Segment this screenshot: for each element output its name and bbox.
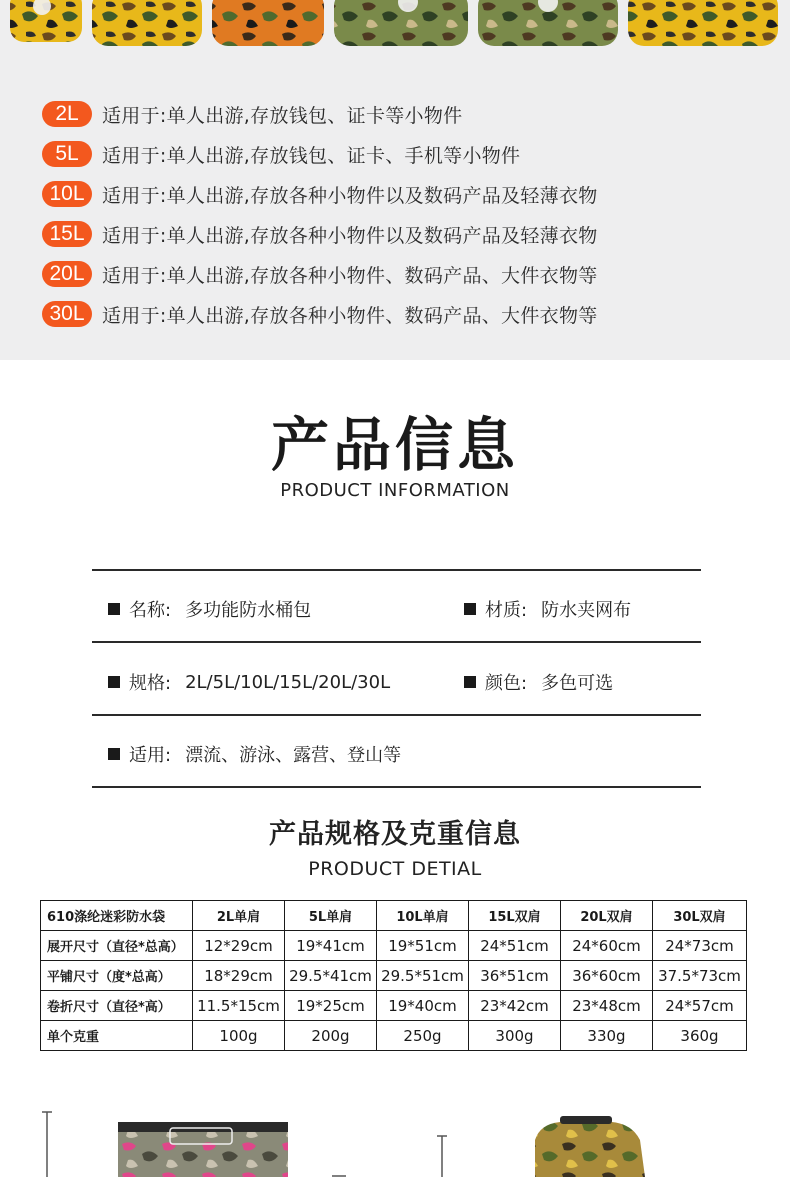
list-item <box>42 180 598 208</box>
bottom-photo-area <box>0 1080 790 1177</box>
table-cell: 24*51cm <box>469 931 561 961</box>
table-cell: 300g <box>469 1021 561 1051</box>
table-cell: 24*73cm <box>653 931 747 961</box>
table-cell: 37.5*73cm <box>653 961 747 991</box>
list-item <box>42 140 520 168</box>
usage-text: 适用于:单人出游,存放钱包、证卡、手机等小物件 <box>102 144 521 167</box>
table-cell: 36*60cm <box>561 961 653 991</box>
bag-photo-strip <box>0 0 790 48</box>
table-row <box>41 991 747 1021</box>
info-subtitle: PRODUCT INFORMATION <box>280 480 510 501</box>
usage-text: 适用于:单人出游,存放各种小物件、数码产品、大件衣物等 <box>102 304 598 327</box>
info-value: 2L/5L/10L/15L/20L/30L <box>185 671 391 693</box>
table-cell: 11.5*15cm <box>193 991 285 1021</box>
square-bullet-icon <box>464 676 476 688</box>
table-cell: 30L双肩 <box>653 901 747 931</box>
table-cell: 200g <box>285 1021 377 1051</box>
size-badge: 10L <box>42 181 92 207</box>
list-item <box>42 100 462 128</box>
divider <box>92 569 701 571</box>
table-row <box>41 1021 747 1051</box>
size-badge: 20L <box>42 261 92 287</box>
square-bullet-icon <box>108 748 120 760</box>
table-row <box>41 931 747 961</box>
square-bullet-icon <box>108 676 120 688</box>
size-badge: 2L <box>42 101 92 127</box>
usage-banner <box>0 0 790 360</box>
table-cell: 10L单肩 <box>377 901 469 931</box>
size-badge: 30L <box>42 301 92 327</box>
table-cell: 29.5*41cm <box>285 961 377 991</box>
table-header-row <box>41 901 747 931</box>
spec-subtitle: PRODUCT DETIAL <box>308 858 482 880</box>
table-cell: 360g <box>653 1021 747 1051</box>
table-cell: 24*60cm <box>561 931 653 961</box>
info-label: 适用: <box>129 745 172 766</box>
info-spec <box>108 669 390 695</box>
info-color <box>464 669 613 695</box>
divider <box>92 786 701 788</box>
usage-text: 适用于:单人出游,存放各种小物件以及数码产品及轻薄衣物 <box>102 184 598 207</box>
size-badge: 5L <box>42 141 92 167</box>
table-cell: 23*42cm <box>469 991 561 1021</box>
table-cell: 20L双肩 <box>561 901 653 931</box>
usage-text: 适用于:单人出游,存放各种小物件、数码产品、大件衣物等 <box>102 264 598 287</box>
bag-dimension-photos <box>0 1080 790 1177</box>
list-item <box>42 220 598 248</box>
info-label: 颜色: <box>485 673 528 694</box>
table-cell: 24*57cm <box>653 991 747 1021</box>
table-cell: 平铺尺寸（度*总高） <box>41 961 193 991</box>
table-cell: 610涤纶迷彩防水袋 <box>41 901 193 931</box>
table-cell: 36*51cm <box>469 961 561 991</box>
table-cell: 2L单肩 <box>193 901 285 931</box>
info-use <box>108 741 401 767</box>
info-title: 产品信息 <box>270 411 519 479</box>
info-material <box>464 596 631 622</box>
table-cell: 23*48cm <box>561 991 653 1021</box>
table-cell: 29.5*51cm <box>377 961 469 991</box>
table-cell: 19*41cm <box>285 931 377 961</box>
divider <box>92 714 701 716</box>
info-label: 材质: <box>485 600 528 621</box>
table-cell: 单个克重 <box>41 1021 193 1051</box>
info-label: 规格: <box>129 673 172 694</box>
info-label: 名称: <box>129 600 172 621</box>
square-bullet-icon <box>464 603 476 615</box>
square-bullet-icon <box>108 603 120 615</box>
list-item <box>42 300 598 328</box>
table-cell: 展开尺寸（直径*总高） <box>41 931 193 961</box>
divider <box>92 641 701 643</box>
table-cell: 100g <box>193 1021 285 1051</box>
table-cell: 12*29cm <box>193 931 285 961</box>
info-value: 多色可选 <box>541 673 614 694</box>
table-cell: 19*51cm <box>377 931 469 961</box>
usage-text: 适用于:单人出游,存放钱包、证卡等小物件 <box>102 104 463 127</box>
table-row <box>41 961 747 991</box>
spec-title: 产品规格及克重信息 <box>269 819 521 850</box>
size-badge: 15L <box>42 221 92 247</box>
spec-table <box>40 900 747 1051</box>
table-cell: 15L双肩 <box>469 901 561 931</box>
table-cell: 18*29cm <box>193 961 285 991</box>
info-name <box>108 596 311 622</box>
table-cell: 5L单肩 <box>285 901 377 931</box>
info-value: 防水夹网布 <box>541 600 632 621</box>
table-cell: 250g <box>377 1021 469 1051</box>
camouflage-bags-image <box>0 0 790 48</box>
list-item <box>42 260 598 288</box>
table-cell: 19*40cm <box>377 991 469 1021</box>
table-cell: 卷折尺寸（直径*高） <box>41 991 193 1021</box>
table-cell: 19*25cm <box>285 991 377 1021</box>
info-value: 多功能防水桶包 <box>185 600 312 621</box>
info-value: 漂流、游泳、露营、登山等 <box>185 745 402 766</box>
table-cell: 330g <box>561 1021 653 1051</box>
usage-text: 适用于:单人出游,存放各种小物件以及数码产品及轻薄衣物 <box>102 224 598 247</box>
